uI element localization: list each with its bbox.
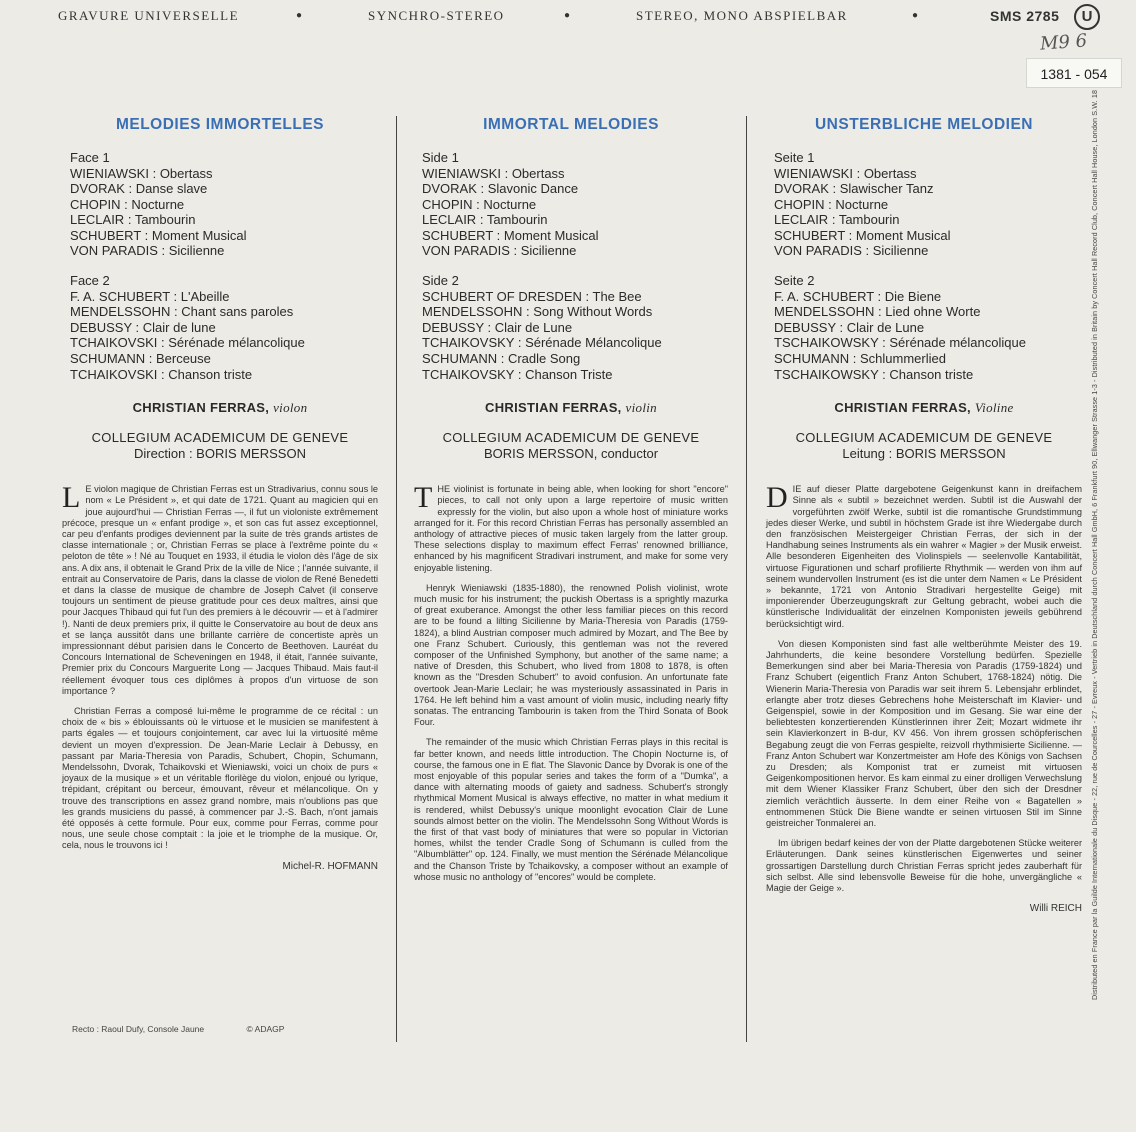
track-composer: TCHAIKOVSKY xyxy=(422,366,515,382)
track-separator: : xyxy=(845,227,856,243)
track-item xyxy=(422,351,728,367)
track-title: Schlummerlied xyxy=(859,350,946,366)
track-title: Sérénade Mélancolique xyxy=(525,335,662,351)
liner-paragraph xyxy=(414,737,728,883)
track-list xyxy=(766,289,1082,383)
author-signature: Michel-R. HOFMANN xyxy=(282,860,378,872)
track-title: Sérénade mélancolique xyxy=(889,335,1026,351)
track-item xyxy=(422,367,728,383)
track-title: Clair de Lune xyxy=(846,319,925,335)
side-label: Side 2 xyxy=(422,273,459,289)
liner-notes xyxy=(414,481,728,883)
track-separator: : xyxy=(522,304,534,320)
track-item xyxy=(70,197,378,213)
track-item xyxy=(422,166,728,182)
side-label: Seite 1 xyxy=(774,150,815,165)
track-separator: : xyxy=(472,196,484,212)
copyright-note: © ADAGP xyxy=(246,1024,285,1034)
column-german xyxy=(766,110,1082,914)
track-composer: TCHAIKOVSKI xyxy=(70,335,158,351)
track-list xyxy=(414,166,728,260)
track-title: Nocturne xyxy=(131,196,185,212)
track-separator: : xyxy=(828,181,840,197)
track-separator: : xyxy=(124,181,136,197)
liner-paragraph xyxy=(414,481,728,574)
track-item xyxy=(422,289,728,305)
track-composer: CHOPIN xyxy=(422,196,473,212)
track-separator: : xyxy=(514,366,526,382)
track-composer: TSCHAIKOWSKY xyxy=(774,335,879,351)
track-composer: DEBUSSY xyxy=(70,319,132,335)
track-item xyxy=(70,335,378,351)
track-title: Chant sans paroles xyxy=(181,304,294,320)
track-title: Danse slave xyxy=(135,181,208,197)
track-title: Chanson Triste xyxy=(525,366,613,382)
track-list xyxy=(62,166,378,260)
track-title: Nocturne xyxy=(483,196,537,212)
liner-notes xyxy=(766,481,1082,894)
artist-instrument: violin xyxy=(625,400,657,416)
track-item xyxy=(774,181,1082,197)
track-separator: : xyxy=(852,165,864,181)
track-composer: VON PARADIS xyxy=(774,243,862,259)
side-label: Side 1 xyxy=(422,150,459,165)
track-title: Tambourin xyxy=(134,212,196,228)
track-separator: : xyxy=(874,304,886,320)
track-separator: : xyxy=(835,319,847,335)
track-title: Obertass xyxy=(511,165,565,181)
conductor-line: Direction : BORIS MERSSON xyxy=(134,446,306,462)
track-title: Lied ohne Worte xyxy=(885,304,981,320)
artist-name: CHRISTIAN FERRAS, xyxy=(834,400,971,416)
track-item xyxy=(774,335,1082,351)
track-title: Moment Musical xyxy=(151,227,247,243)
track-separator: : xyxy=(497,350,508,366)
track-item xyxy=(70,367,378,383)
track-list xyxy=(62,289,378,383)
track-title: Sicilienne xyxy=(168,243,225,259)
artist-instrument: violon xyxy=(273,400,308,416)
track-composer: DEBUSSY xyxy=(422,319,484,335)
track-composer: SCHUBERT OF DRESDEN xyxy=(422,288,582,304)
track-item xyxy=(774,289,1082,305)
header-label-right: STEREO, MONO ABSPIELBAR xyxy=(636,8,848,23)
track-item xyxy=(70,289,378,305)
track-title: Die Biene xyxy=(884,288,942,304)
track-title: Song Without Words xyxy=(533,304,653,320)
artist-name: CHRISTIAN FERRAS, xyxy=(485,400,622,416)
handwritten-note: M9 6 xyxy=(1039,30,1088,55)
track-separator: : xyxy=(476,212,487,228)
track-composer: SCHUBERT xyxy=(70,227,142,243)
track-composer: CHOPIN xyxy=(70,196,121,212)
track-separator: : xyxy=(873,288,885,304)
column-heading: MELODIES IMMORTELLES xyxy=(115,116,325,133)
track-separator: : xyxy=(148,165,160,181)
paragraph-text: HE violinist is fortunate in being able, when looking for short "encore" pieces, to call not only upon a large repertoire of music written expressly for the violin, but also upon a whole host of miniature works arranged for it. For this record Christian Ferras has personally assembled an anthology of attractive pieces of music taken largely from the latter group. These selections display to maximum effect Ferras' renowned brilliance, enhanced by his magnificent Stradivari instrument, and make for some very enjoyable listening. xyxy=(414,484,728,573)
track-separator: : xyxy=(145,350,156,366)
paragraph-text: IE auf dieser Platte dargebotene Geigenkunst kann in dreifachem Sinne als « subtil » bezeichnet werden. Subtil ist die Auswahl der vorgeführten zwölf Werke, subtil ist die romantische Grundstimmung jedes dieser Werke, und subtil in höchstem Grade ist ihre Wiedergabe durch den französischen Meistergeiger Christian Ferras, der sich in der Handhabung seines Instruments als ein wahrer « Magier » der Musik erweist. Alle besonderen Eigenheiten des Violinspiels — seelenvolle Kantabilität, virtuose Figurationen und scharf profilierte Rhythmik — werden von ihm auf seinem wundervollen Instrument (es ist die unter dem Namen « Le Président » bekannte, 1721 von Antonio Stradivari hergestellte Geige) mit imponierender Überzeugungskraft zur Geltung gebracht, wobei auch die künstlerische Individualität der einzelnen Komponisten jeweils gebührend berücksichtigt wird. xyxy=(766,484,1082,629)
track-title: Chanson triste xyxy=(168,366,253,382)
track-composer: TCHAIKOVSKI xyxy=(70,366,158,382)
side-label: Face 1 xyxy=(70,150,110,165)
track-separator: : xyxy=(849,350,860,366)
orchestra-name: COLLEGIUM ACADEMICUM DE GENEVE xyxy=(795,430,1053,446)
track-composer: VON PARADIS xyxy=(422,243,510,259)
header-label-left: GRAVURE UNIVERSELLE xyxy=(58,8,240,23)
track-separator: : xyxy=(493,227,504,243)
liner-paragraph xyxy=(766,481,1082,630)
track-title: L'Abeille xyxy=(180,288,230,304)
column-divider xyxy=(746,116,747,1042)
track-title: Clair de Lune xyxy=(494,319,573,335)
track-item xyxy=(70,351,378,367)
track-item xyxy=(774,351,1082,367)
track-item xyxy=(70,228,378,244)
track-composer: DVORAK xyxy=(70,181,125,197)
track-title: Obertass xyxy=(863,165,917,181)
liner-paragraph xyxy=(62,706,378,852)
conductor-line: Leitung : BORIS MERSSON xyxy=(842,446,1006,462)
track-title: Moment Musical xyxy=(503,227,599,243)
track-separator: : xyxy=(141,227,152,243)
track-item xyxy=(774,166,1082,182)
track-composer: SCHUMANN xyxy=(70,350,146,366)
track-item xyxy=(70,181,378,197)
track-title: Sicilienne xyxy=(872,243,929,259)
track-composer: WIENIAWSKI xyxy=(70,165,149,181)
distribution-note: Distributed en France par la Guilde Internationale du Disque - 22, rue de Courcelles - 27 - Evreux - Vertrieb in Deutschland durch Concert Hall GmbH, 6 Frankfurt 90, Ellwanger Strasse 1-3 - Distributed in Britain by Concert Hall Record Club, Concert Hall House, London S.W. 18 xyxy=(1090,89,1099,1000)
track-title: Slawischer Tanz xyxy=(839,181,934,197)
track-composer: VON PARADIS xyxy=(70,243,158,259)
liner-paragraph xyxy=(766,838,1082,894)
paragraph-text: The remainder of the music which Christian Ferras plays in this recital is far better known, and needs little introduction. The Chopin Nocturne is, of course, the famous one in E flat. The Slavonic Dance by Dvorak is one of the most enjoyable of this popular series and takes the form of a "Dumka", a dance with alternating moods of gaiety and sadness. Schubert's strongly rhythmical Moment Musical is always effective, no matter in what medium it is rendered, whilst Debussy's unique moonlight evocation Clair de Lune sounds almost better on the violin. The Mendelssohn Song Without Words is the first of that vast body of miniatures that were so popular in Victorian homes, whilst the tender Cradle Song of Schumann is culled from the "Albumblätter" op. 124. Finally, we must mention the Sérénade Mélancolique and the Chanson Triste by Tchaikovsky, a composer without an example of whose music no anthology of "encores" would be complete. xyxy=(414,737,728,882)
liner-paragraph xyxy=(62,481,378,697)
track-title: Moment Musical xyxy=(855,227,951,243)
track-composer: F. A. SCHUBERT xyxy=(774,288,874,304)
track-title: Berceuse xyxy=(155,350,211,366)
track-item xyxy=(70,166,378,182)
column-heading: IMMORTAL MELODIES xyxy=(483,116,659,133)
track-item xyxy=(774,243,1082,259)
track-separator: : xyxy=(509,243,521,259)
catalog-number: SMS 2785 xyxy=(990,8,1060,24)
track-item xyxy=(422,335,728,351)
track-item xyxy=(70,320,378,336)
track-item xyxy=(422,181,728,197)
track-title: The Bee xyxy=(592,288,642,304)
track-composer: F. A. SCHUBERT xyxy=(70,288,170,304)
column-divider xyxy=(396,116,397,1042)
track-separator: : xyxy=(157,366,169,382)
paragraph-text: Von diesen Komponisten sind fast alle weltberühmte Meister des 19. Jahrhunderts, die keine besondere Vorstellung bedürfen. Spezielle Bemerkungen sind aber bei Maria-Theresia von Paradis (1759-1824) und Franz Schubert (eigentlich Franz Anton Schubert, 1768-1824) nötig. Die Wienerin Maria-Theresia von Paradis war seit ihrem 5. Lebensjahr erblindet, erlangte aber trotz dieses Gebrechens hohe Meisterschaft im Klavier- und Geigenspiel, sowie in der Komposition und im Gesang. Sie war eine der beliebtesten konzertierenden Künstlerinnen ihrer Zeit; Mozart widmete ihr sein Klavierkonzert in B-dur, KV 456. Von ihrem grossen schöpferischen Begabung zeugt die von Ferras gespielte, reizvoll rhythmisierte Sicilienne. — Franz Anton Schubert war Konzertmeister am Hofe des Königs von Sachsen zu Dresden; als Komponist trat er zumeist mit virtuosen Geigenkompositionen hervor. Es kam einmal zu einer drolligen Verwechslung mit dem Wiener Klassiker Franz Schubert, über den sich der Dresdner ziemlich verächtlich äusserte. In dem einer Reihe von « Bagatellen » entnommenen Stück Die Biene wandte er seinen virtuosen Stil im Sinne geistreicher Tonmalerei an. xyxy=(766,638,1082,829)
side-label: Seite 2 xyxy=(774,273,815,289)
artist-line xyxy=(766,400,1082,416)
header-bar xyxy=(0,0,1136,34)
track-separator: : xyxy=(124,212,135,228)
track-separator: : xyxy=(120,196,132,212)
track-composer: TSCHAIKOWSKY xyxy=(774,366,879,382)
track-item xyxy=(70,212,378,228)
u-mark-icon: U xyxy=(1074,4,1100,30)
paragraph-text: E violon magique de Christian Ferras est un Stradivarius, connu sous le nom « Le Président », et qui date de 1721. Quant au magicien qui en joue aujourd'hui — Christian Ferras —, il fut un violoniste extrêmement précoce, presque un « enfant prodige », et son cas fut assez exceptionnel, car peu d'enfants prodiges deviennent par la suite de très grands artistes de classe internationale ; or, Christian Ferras se place à l'extrême pointe du « peloton de tête » ! Né au Touquet en 1933, il étudia le violon dès l'âge de six ans. A dix ans, il obtenait le Grand Prix de la ville de Nice ; l'année suivante, il entrait au Conservatoire de Paris, dans la classe de violon de René Benedetti et dans la classe de musique de chambre de Joseph Calvet (il conserve toujours un sentiment de pieuse gratitude pour ces deux maîtres, ainsi que pour Jacques Thibaud qui fut l'un des premiers à le découvrir — et à l'admirer !). Nanti de deux premiers prix, il quitte le Conservatoire au bout de deux ans et se lança aussitôt dans une brillante carrière de concertiste après un impressionnant début parisien dans le Concerto de Beethoven. Lauréat du Concours International de Scheveningen en 1948, il était, l'année suivante, Premier prix du Concours Marguerite Long — Jacques Thibaud. Mais faut-il réellement évoquer tous ces diplômes à propos d'un virtuose de son importance ? xyxy=(62,484,378,696)
track-item xyxy=(70,243,378,259)
drop-cap: T xyxy=(414,481,433,515)
track-item xyxy=(422,243,728,259)
track-separator: : xyxy=(483,319,495,335)
author-signature: Willi REICH xyxy=(1029,903,1082,915)
orchestra-name: COLLEGIUM ACADEMICUM DE GENEVE xyxy=(442,430,700,446)
track-item xyxy=(774,304,1082,320)
track-item xyxy=(422,212,728,228)
track-item xyxy=(774,197,1082,213)
separator-dot: ● xyxy=(296,10,304,21)
track-title: Tambourin xyxy=(486,212,548,228)
track-composer: LECLAIR xyxy=(774,212,829,228)
track-title: Obertass xyxy=(159,165,213,181)
track-item xyxy=(422,228,728,244)
track-item xyxy=(774,228,1082,244)
track-item xyxy=(774,212,1082,228)
paragraph-text: Christian Ferras a composé lui-même le programme de ce récital : un choix de « bis » éblouissants où le virtuose et le musicien se manifestent à parts égales — et toujours conjointement, car avec lui la virtuosité même devient un moyen d'expression. De Jean-Marie Leclair à Debussy, en passant par Maria-Theresia von Paradis, Schubert, Chopin, Schumann, Mendelssohn, Dvorak, Tchaikovski et Wieniawski, voici un choix de purs « joyaux de la musique » et un véritable florilège du violon, enjoué ou lyrique, trépidant, crépitant ou berceur, émouvant, rêveur et mélancolique. On y trouve des transcriptions en assez grand nombre, mais n'oublions pas que les grands musiciens du passé, à commencer par J.-S. Bach, n'ont jamais été opposés à cette formule. Pour eux, comme pour Ferras, comme pour nous, une seule chose comptait : la joie et le triomphe de la musique. Or, cela, nous le trouvons ici ! xyxy=(62,705,378,851)
track-separator: : xyxy=(157,335,169,351)
orchestra-name: COLLEGIUM ACADEMICUM DE GENEVE xyxy=(91,430,349,446)
track-composer: LECLAIR xyxy=(422,212,477,228)
track-separator: : xyxy=(170,304,182,320)
track-separator: : xyxy=(514,335,526,351)
track-composer: SCHUBERT xyxy=(774,227,846,243)
track-title: Sérénade mélancolique xyxy=(168,335,305,351)
separator-dot: ● xyxy=(564,10,572,21)
track-item xyxy=(774,320,1082,336)
paragraph-text: Henryk Wieniawski (1835-1880), the renowned Polish violinist, wrote much music for his instrument; the puckish Obertass is a sprightly mazurka of great exuberance. Amongst the other less familiar pieces on this record are to be found a lilting Sicilienne by Maria-Theresia von Paradis (1759-1824), a blind Austrian composer much admired by Mozart, and The Bee by one Franz Schubert. Curiously, this gentleman was not the revered composer of the Unfinished Symphony, but another of the same name; a native of Dresden, this Schubert, who lived from 1808 to 1878, is often known as the "Dresden Schubert" to avoid confusion. An unfortunate fate overtook Jean-Marie Leclair; he was mysteriously assassinated in Paris in 1764. He left behind him a vast amount of violin music, including nearly fifty sonatas. The entrancing Tambourin is taken from the Third Sonata of Book Four. xyxy=(414,582,728,728)
track-separator: : xyxy=(878,335,890,351)
drop-cap: D xyxy=(766,481,788,515)
drop-cap: L xyxy=(62,481,81,515)
track-title: Nocturne xyxy=(835,196,889,212)
header-label-mid: SYNCHRO-STEREO xyxy=(368,8,505,23)
track-separator: : xyxy=(878,366,890,382)
column-french xyxy=(62,110,378,872)
track-composer: LECLAIR xyxy=(70,212,125,228)
track-title: Clair de lune xyxy=(142,319,216,335)
track-separator: : xyxy=(157,243,169,259)
track-title: Chanson triste xyxy=(889,366,974,382)
track-composer: SCHUMANN xyxy=(774,350,850,366)
track-composer: TCHAIKOVSKY xyxy=(422,335,515,351)
track-composer: CHOPIN xyxy=(774,196,825,212)
track-list xyxy=(414,289,728,383)
track-item xyxy=(422,320,728,336)
track-composer: MENDELSSOHN xyxy=(70,304,171,320)
track-item xyxy=(422,304,728,320)
track-composer: DVORAK xyxy=(422,181,477,197)
artist-name: CHRISTIAN FERRAS, xyxy=(132,400,270,416)
track-composer: SCHUBERT xyxy=(422,227,494,243)
column-english xyxy=(414,110,728,892)
track-composer: WIENIAWSKI xyxy=(774,165,853,181)
track-separator: : xyxy=(169,288,181,304)
track-composer: MENDELSSOHN xyxy=(422,304,523,320)
track-title: Cradle Song xyxy=(507,350,581,366)
track-separator: : xyxy=(828,212,839,228)
track-composer: SCHUMANN xyxy=(422,350,498,366)
track-title: Sicilienne xyxy=(520,243,577,259)
artist-line xyxy=(414,400,728,416)
conductor-line: BORIS MERSSON, conductor xyxy=(483,446,659,462)
track-separator: : xyxy=(131,319,143,335)
track-separator: : xyxy=(500,165,512,181)
track-item xyxy=(70,304,378,320)
track-composer: WIENIAWSKI xyxy=(422,165,501,181)
liner-paragraph xyxy=(766,639,1082,829)
track-composer: DEBUSSY xyxy=(774,319,836,335)
track-title: Slavonic Dance xyxy=(487,181,579,197)
cover-art-credit: Recto : Raoul Dufy, Console Jaune xyxy=(72,1024,205,1034)
track-separator: : xyxy=(476,181,488,197)
cover-credits xyxy=(72,1024,324,1034)
track-composer: DVORAK xyxy=(774,181,829,197)
side-label: Face 2 xyxy=(70,273,110,289)
track-list xyxy=(766,166,1082,260)
artist-instrument: Violine xyxy=(974,400,1014,416)
track-composer: MENDELSSOHN xyxy=(774,304,875,320)
track-separator: : xyxy=(861,243,873,259)
track-separator: : xyxy=(581,288,593,304)
column-heading: UNSTERBLICHE MELODIEN xyxy=(814,116,1034,133)
track-item xyxy=(422,197,728,213)
paragraph-text: Im übrigen bedarf keines der von der Platte dargebotenen Stücke weiterer Erläuterungen. Dank seines künstlerischen Eigenwertes und seiner grossartigen Darstellung durch Christian Ferras spricht jedes zauberhaft für sich selbst. Alle sind lebensvolle Beweise für die hohe, unvergängliche « Magie der Geige ». xyxy=(766,838,1082,894)
liner-paragraph xyxy=(414,583,728,729)
catalog-sticker: 1381 - 054 xyxy=(1026,58,1122,88)
track-title: Tambourin xyxy=(838,212,900,228)
artist-line xyxy=(62,400,378,416)
track-separator: : xyxy=(824,196,836,212)
separator-dot: ● xyxy=(912,10,920,21)
liner-notes xyxy=(62,481,378,852)
track-item xyxy=(774,367,1082,383)
